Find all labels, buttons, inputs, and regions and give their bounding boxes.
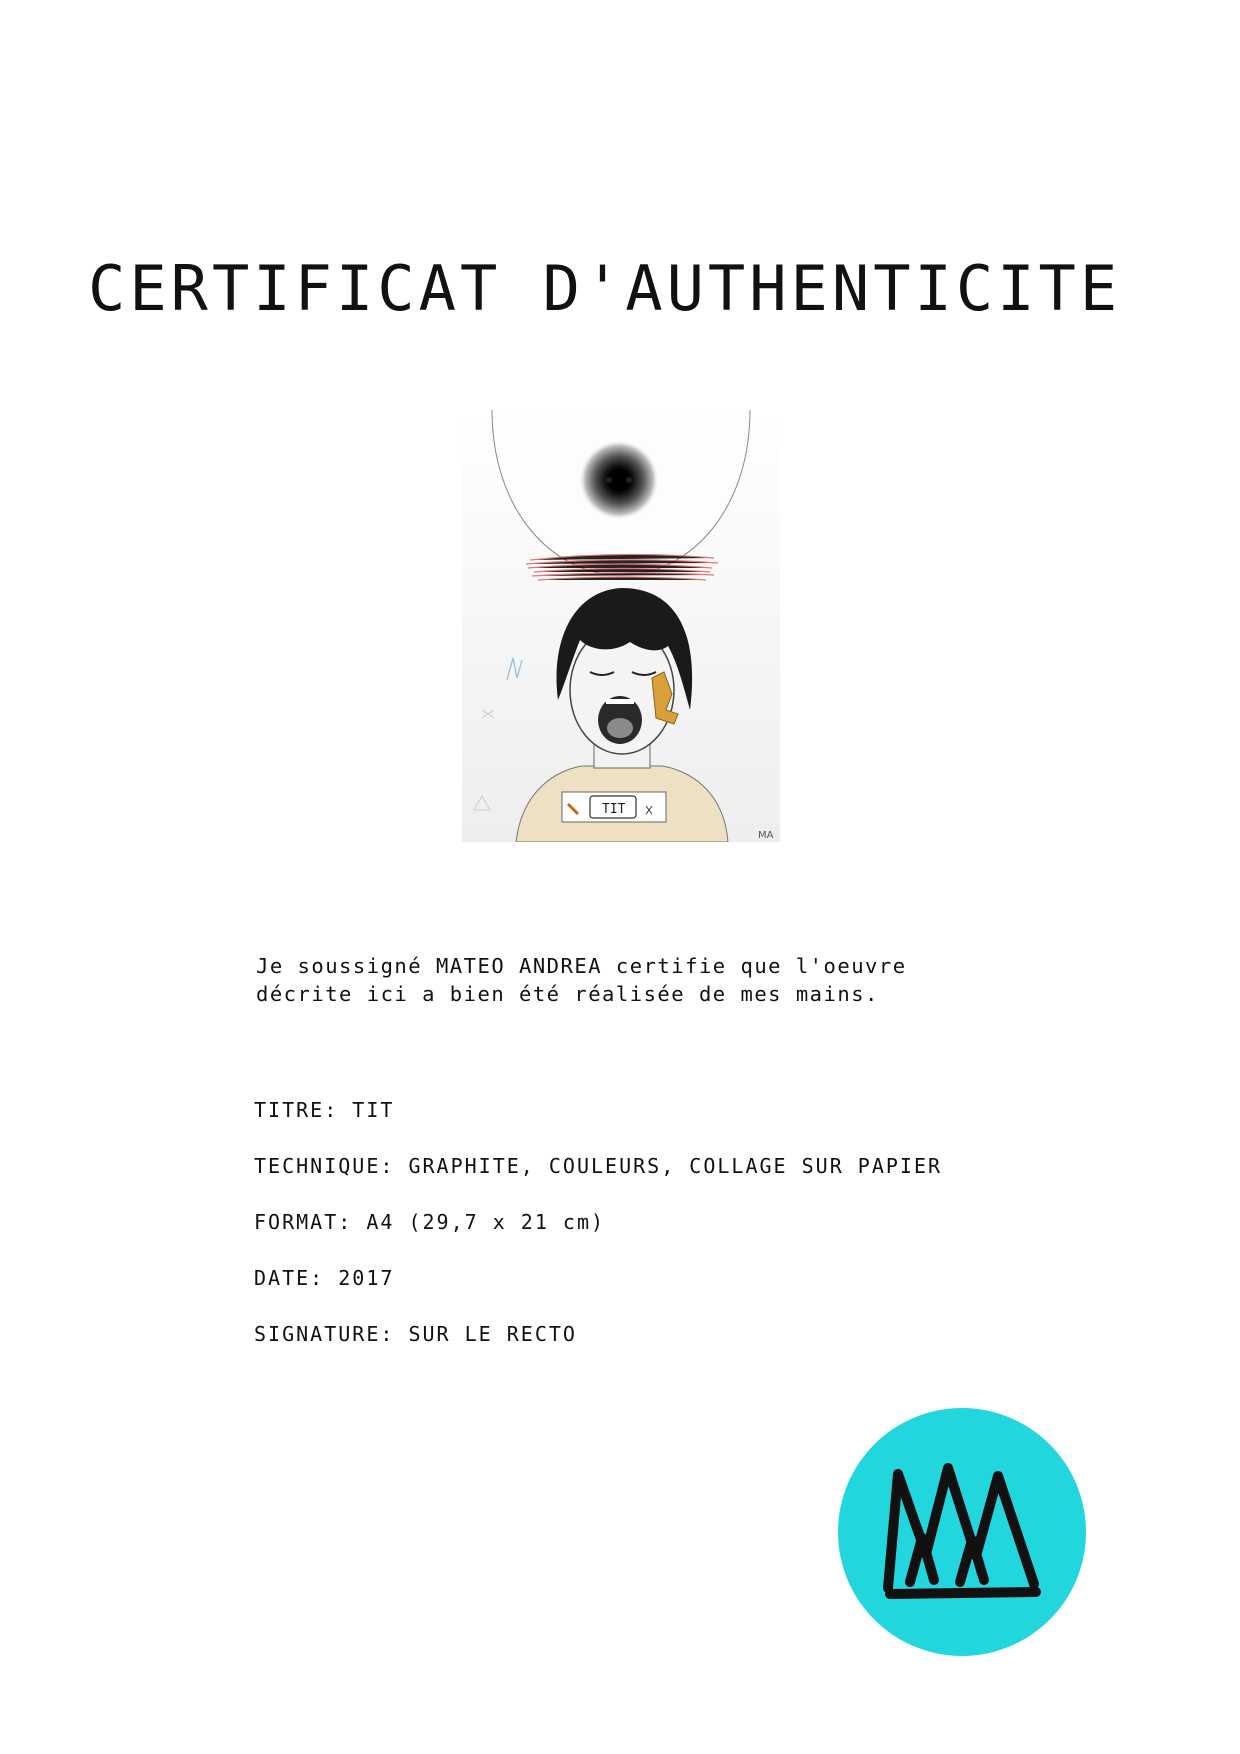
artwork-corner-signature: MA	[758, 830, 774, 841]
detail-label: SIGNATURE:	[254, 1322, 395, 1346]
detail-label: TITRE:	[254, 1098, 339, 1122]
detail-value: SUR LE RECTO	[408, 1322, 577, 1346]
detail-label: DATE:	[254, 1266, 325, 1290]
detail-value: GRAPHITE, COULEURS, COLLAGE SUR PAPIER	[408, 1154, 943, 1178]
certification-statement	[256, 952, 1016, 1008]
detail-format	[254, 1208, 942, 1264]
statement-line: décrite ici a bien été réalisée de mes mains.	[256, 982, 879, 1006]
detail-value: A4 (29,7 x 21 cm)	[366, 1210, 606, 1234]
statement-line: Je soussigné MATEO ANDREA certifie que l'oeuvre	[256, 954, 907, 978]
ma-logo-seal	[838, 1408, 1086, 1656]
artwork-details	[254, 1096, 942, 1376]
detail-label: FORMAT:	[254, 1210, 353, 1234]
detail-signature	[254, 1320, 942, 1376]
detail-label: TECHNIQUE:	[254, 1154, 395, 1178]
detail-technique	[254, 1152, 942, 1208]
detail-value: 2017	[338, 1266, 395, 1290]
artwork-image	[462, 410, 780, 842]
detail-value: TIT	[352, 1098, 395, 1122]
artwork-label-text: TIT	[602, 802, 626, 817]
detail-title	[254, 1096, 942, 1152]
detail-date	[254, 1264, 942, 1320]
page-title: CERTIFICAT D'AUTHENTICITE	[88, 252, 1122, 325]
